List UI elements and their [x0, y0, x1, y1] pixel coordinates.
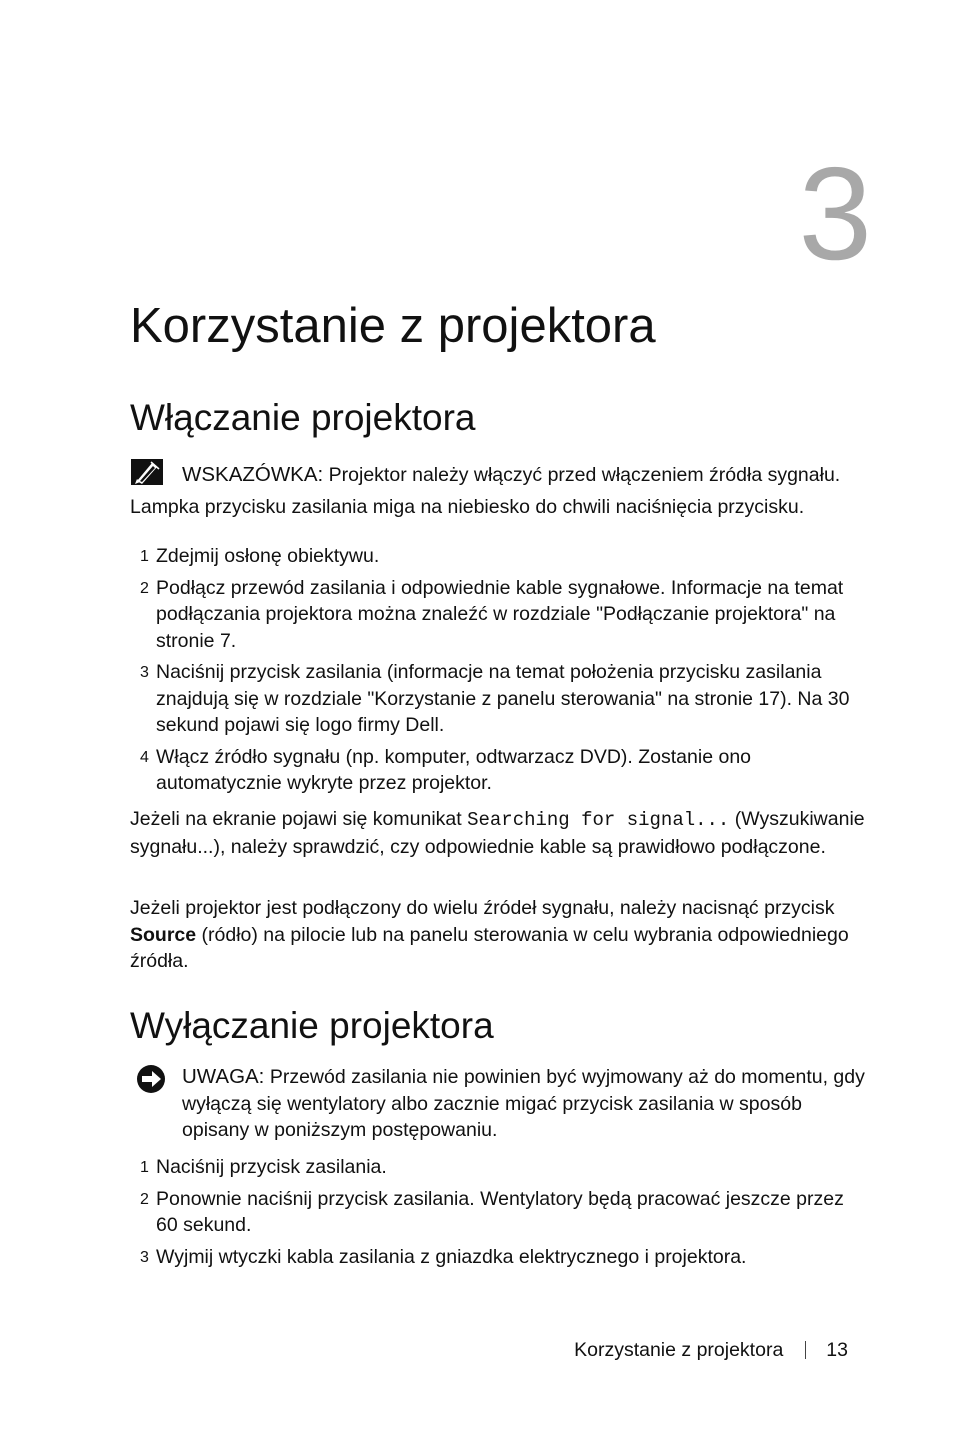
caution-notice [130, 1064, 866, 1144]
section-title-power-on: Włączanie projektora [130, 397, 476, 438]
step-text: Naciśnij przycisk zasilania. [156, 1156, 387, 1178]
signal-paragraph [130, 806, 866, 860]
signal-paragraph-text-end: (Wyszukiwanie sygnału...), należy sprawdzić, czy odpowiednie kable są prawidłowo podłączone. [130, 808, 865, 858]
step-text: Wyjmij wtyczki kabla zasilania z gniazdka elektrycznego i projektora. [156, 1245, 747, 1268]
note-pencil-icon [130, 458, 164, 494]
step-item [140, 1244, 866, 1271]
step-text: Włącz źródło sygnału (np. komputer, odtwarzacz DVD). Zostanie ono automatycznie wykryte przez projektor. [156, 745, 752, 794]
step-item [140, 1154, 866, 1181]
step-number: 2 [140, 579, 149, 597]
step-number: 3 [140, 664, 149, 681]
page-footer [574, 1339, 848, 1362]
tip-text: Projektor należy włączyć przed włączeniem źródła sygnału. Lampka przycisku zasilania miga na niebiesko do chwili naciśnięcia przycisku. [130, 464, 841, 518]
signal-paragraph-text: Jeżeli na ekranie pojawi się komunikat [130, 808, 468, 830]
step-number: 2 [140, 1190, 149, 1208]
step-item [140, 744, 866, 797]
notice-arrow-icon [134, 1064, 168, 1102]
step-item [140, 659, 866, 739]
footer-divider [805, 1341, 806, 1359]
step-item [140, 543, 866, 570]
tip-note [130, 458, 866, 520]
step-item [140, 575, 866, 655]
step-text: Podłącz przewód zasilania i odpowiednie kable sygnałowe. Informacje na temat podłączania projektora można znaleźć w rozdziale "Podłączanie projektora" na stronie 7. [156, 576, 844, 652]
step-number: 1 [140, 548, 149, 565]
power-on-steps [140, 543, 866, 802]
step-item [140, 1186, 866, 1239]
source-paragraph-text-end: (ródło) na pilocie lub na panelu sterowania w celu wybrania odpowiedniego źródła. [130, 923, 849, 972]
step-text: Zdejmij osłonę obiektywu. [156, 545, 380, 567]
caution-label: UWAGA: [182, 1065, 265, 1088]
step-text: Naciśnij przycisk zasilania (informacje na temat położenia przycisku zasilania znajdują się w rozdziale "Korzystanie z panelu sterowania" na stronie 17). Na 30 sekund pojawi się logo firmy Dell. [156, 661, 850, 736]
source-button-name: Source [130, 923, 197, 946]
page-number: 13 [826, 1339, 848, 1361]
step-number: 1 [140, 1159, 149, 1176]
section-title-power-off: Wyłączanie projektora [130, 1005, 494, 1046]
tip-label: WSKAZÓWKA: [182, 463, 324, 486]
caution-text: Przewód zasilania nie powinien być wyjmowany aż do momentu, gdy wyłączą się wentylatory albo zacznie migać przycisk zasilania w sposób opisany w poniższym postępowaniu. [182, 1066, 865, 1141]
source-paragraph [130, 895, 866, 975]
signal-message-code: Searching for signal... [467, 809, 730, 831]
step-text: Ponownie naciśnij przycisk zasilania. Wentylatory będą pracować jeszcze przez 60 sekund. [156, 1187, 844, 1236]
caution-body [182, 1064, 866, 1144]
power-off-steps [140, 1154, 866, 1275]
step-number: 4 [140, 748, 149, 766]
source-paragraph-text: Jeżeli projektor jest podłączony do wielu źródeł sygnału, należy nacisnąć przycisk [130, 897, 835, 919]
chapter-number: 3 [798, 140, 872, 287]
chapter-title: Korzystanie z projektora [130, 299, 656, 353]
footer-title: Korzystanie z projektora [574, 1339, 784, 1361]
step-number: 3 [140, 1248, 149, 1266]
